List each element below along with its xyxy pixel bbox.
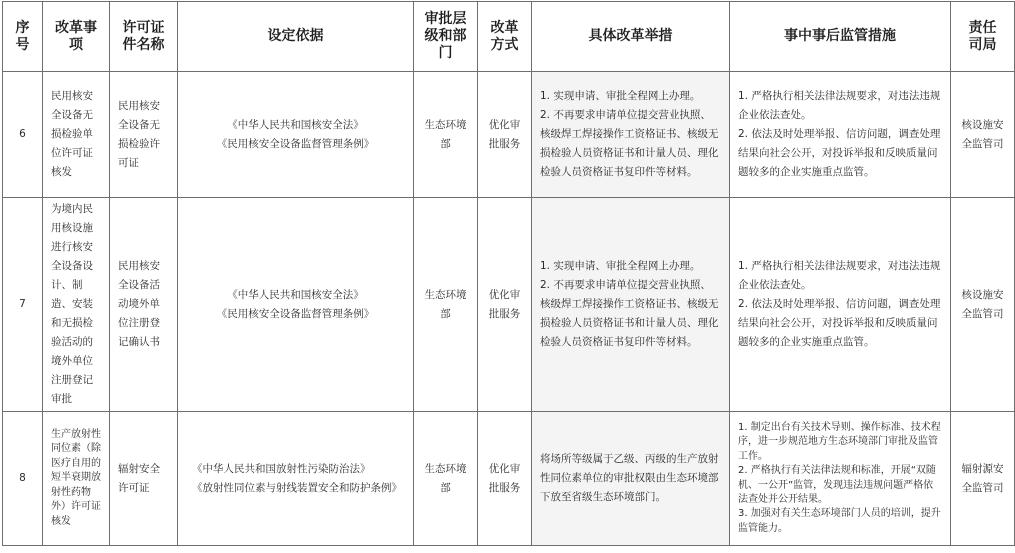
row-item: 民用核安全设备无损检验单位许可证核发 [43, 72, 110, 198]
row-permit: 民用核安全设备活动境外单位注册登记确认书 [110, 198, 178, 412]
row-measures [532, 198, 730, 412]
row-seq: 7 [3, 198, 43, 412]
row-basis [178, 198, 414, 412]
basis-line: 《放射性同位素与射线装置安全和防护条例》 [192, 481, 402, 494]
measure-line: 2. 不再要求申请单位提交营业执照、核级焊工焊接操作工资格证书、核级无损检验人员资格证书和计量人员、理化检验人员资格证书复印件等材料。 [540, 279, 719, 348]
measure-line: 1. 实现申请、审批全程网上办理。 [540, 260, 701, 272]
row-supervision [730, 72, 951, 198]
row-item: 为境内民用核设施进行核安全设备设计、制造、安装和无损检验活动的境外单位注册登记审批 [43, 198, 110, 412]
row-mode: 优化审批服务 [478, 198, 532, 412]
row-basis [178, 72, 414, 198]
row-permit: 民用核安全设备无损检验许可证 [110, 72, 178, 198]
measure-line: 2. 不再要求申请单位提交营业执照、核级焊工焊接操作工资格证书、核级无损检验人员资格证书和计量人员、理化检验人员资格证书复印件等材料。 [540, 109, 719, 178]
row-supervision [730, 198, 951, 412]
basis-line: 《民用核安全设备监督管理条例》 [216, 307, 375, 320]
supervision-line: 1. 制定出台有关技术导则、操作标准、技术程序，进一步规范地方生态环境部门审批及监管工作。 [738, 421, 941, 462]
row-seq: 6 [3, 72, 43, 198]
header-supervision: 事中事后监管措施 [730, 2, 951, 72]
table-row [3, 198, 1015, 412]
row-basis [178, 412, 414, 546]
header-seq: 序号 [3, 2, 43, 72]
row-item: 生产放射性同位素（除医疗自用的短半衰期放射性药物外）许可证核发 [43, 412, 110, 546]
table-row [3, 72, 1015, 198]
row-level: 生态环境部 [414, 198, 478, 412]
measure-line: 将场所等级属于乙级、丙级的生产放射性同位素单位的审批权限由生态环境部下放至省级生态环境部门。 [540, 453, 719, 503]
row-permit: 辐射安全许可证 [110, 412, 178, 546]
table-row [3, 412, 1015, 546]
row-measures [532, 412, 730, 546]
row-bureau: 核设施安全监管司 [951, 72, 1015, 198]
supervision-line: 2. 严格执行有关法律法规和标准，开展“双随机、一公开”监管，发现违法违规问题严格依法查处并公开结果。 [738, 465, 936, 505]
header-item: 改革事项 [43, 2, 110, 72]
supervision-line: 2. 依法及时处理举报、信访问题，调查处理结果向社会公开，对投诉举报和反映质量问题较多的企业实施重点监管。 [738, 298, 941, 348]
row-mode: 优化审批服务 [478, 412, 532, 546]
basis-line: 《中华人民共和国核安全法》 [227, 288, 364, 301]
row-measures [532, 72, 730, 198]
row-seq: 8 [3, 412, 43, 546]
reform-table [2, 1, 1015, 546]
header-basis: 设定依据 [178, 2, 414, 72]
row-level: 生态环境部 [414, 72, 478, 198]
measure-line: 1. 实现申请、审批全程网上办理。 [540, 90, 701, 102]
basis-line: 《中华人民共和国核安全法》 [227, 118, 364, 131]
header-measures: 具体改革举措 [532, 2, 730, 72]
basis-line: 《中华人民共和国放射性污染防治法》 [192, 462, 371, 475]
header-bureau: 责任司局 [951, 2, 1015, 72]
row-bureau: 核设施安全监管司 [951, 198, 1015, 412]
row-mode: 优化审批服务 [478, 72, 532, 198]
row-level: 生态环境部 [414, 412, 478, 546]
row-supervision [730, 412, 951, 546]
header-mode: 改革方式 [478, 2, 532, 72]
supervision-line: 1. 严格执行相关法律法规要求，对违法违规企业依法查处。 [738, 90, 941, 121]
header-row [3, 2, 1015, 72]
row-bureau: 辐射源安全监管司 [951, 412, 1015, 546]
supervision-line: 2. 依法及时处理举报、信访问题，调查处理结果向社会公开，对投诉举报和反映质量问题较多的企业实施重点监管。 [738, 128, 941, 178]
header-level: 审批层级和部门 [414, 2, 478, 72]
supervision-line: 3. 加强对有关生态环境部门人员的培训，提升监管能力。 [738, 508, 941, 534]
header-permit: 许可证件名称 [110, 2, 178, 72]
supervision-line: 1. 严格执行相关法律法规要求，对违法违规企业依法查处。 [738, 260, 941, 291]
basis-line: 《民用核安全设备监督管理条例》 [216, 137, 375, 150]
